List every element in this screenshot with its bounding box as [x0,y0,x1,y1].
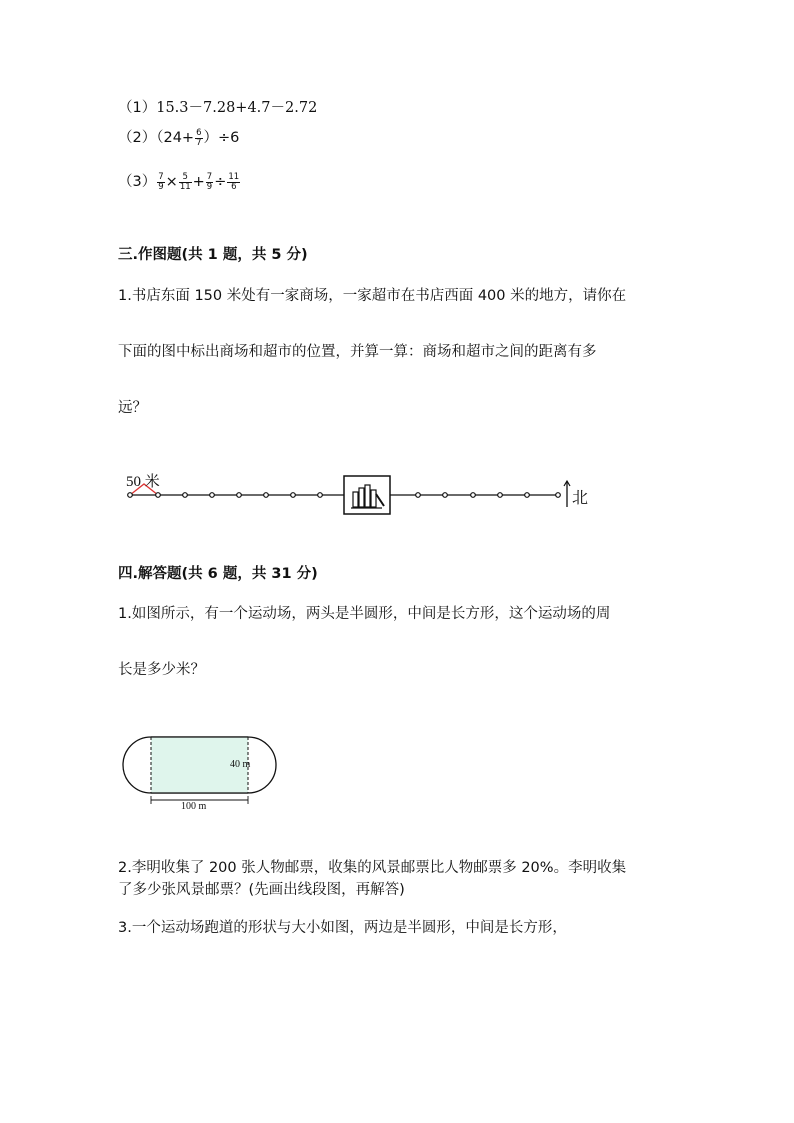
map-point [498,493,503,498]
fraction [206,173,213,192]
problem-label: （2） [118,130,157,146]
fraction [157,173,164,192]
problem-label: （3） [118,174,157,190]
expression-open: （24+ [156,130,195,146]
calc-problem-3 [118,170,241,192]
north-label: 北 [572,490,589,507]
sports-field-diagram [118,724,288,816]
expression: 15.3－7.28+4.7－2.72 [156,100,318,116]
section-4-title: 四.解答题(共 6 题，共 31 分) [118,566,318,582]
divide-sign: ÷ [214,174,227,190]
section-3-question-1-line-3: 远？ [118,400,147,416]
numerator: 7 [158,171,164,182]
times-sign: × [165,174,178,190]
calc-problem-1 [118,96,317,117]
calc-problem-2 [118,126,239,148]
map-diagram [118,466,618,522]
fraction [195,129,202,148]
north-arrow-icon [564,481,570,507]
map-point [318,493,323,498]
plus-sign: + [192,174,205,190]
length-label: 100 m [181,801,207,812]
map-point [264,493,269,498]
map-point [156,493,161,498]
section-4-question-1-line-1: 1.如图所示，有一个运动场，两头是半圆形，中间是长方形，这个运动场的周 [118,606,611,622]
section-4-question-1-line-2: 长是多少米？ [118,662,205,678]
map-point [210,493,215,498]
denominator: 7 [196,137,202,148]
width-label: 40 m [230,759,251,770]
section-4-question-2-line-1: 2.李明收集了 200 张人物邮票，收集的风景邮票比人物邮票多 20%。李明收集 [118,860,627,876]
numerator: 7 [206,171,213,182]
section-4-question-3-line-1: 3.一个运动场跑道的形状与大小如图，两边是半圆形，中间是长方形， [118,920,567,936]
denominator: 11 [179,181,191,192]
denominator: 9 [158,181,164,192]
denominator: 9 [206,181,213,192]
section-3-title: 三.作图题(共 1 题，共 5 分) [118,247,308,263]
fraction [179,173,192,192]
map-point [471,493,476,498]
scale-label: 50 米 [126,474,160,490]
section-3-question-1-line-1: 1.书店东面 150 米处有一家商场，一家超市在书店西面 400 米的地方，请你在 [118,288,627,304]
map-point [443,493,448,498]
map-point [556,493,561,498]
problem-label: （1） [118,100,157,116]
map-point [237,493,242,498]
expression-close: ）÷6 [203,130,240,146]
fraction [227,173,240,192]
numerator: 5 [179,173,192,183]
map-point [525,493,530,498]
bookstore-icon [344,476,390,514]
map-point [291,493,296,498]
numerator: 11 [228,171,240,182]
numerator: 6 [196,127,202,138]
map-point [416,493,421,498]
section-4-question-2-line-2: 了多少张风景邮票？(先画出线段图，再解答) [118,882,405,898]
map-point [183,493,188,498]
section-3-question-1-line-2: 下面的图中标出商场和超市的位置，并算一算：商场和超市之间的距离有多 [118,344,597,360]
denominator: 6 [231,181,237,192]
map-point [128,493,133,498]
